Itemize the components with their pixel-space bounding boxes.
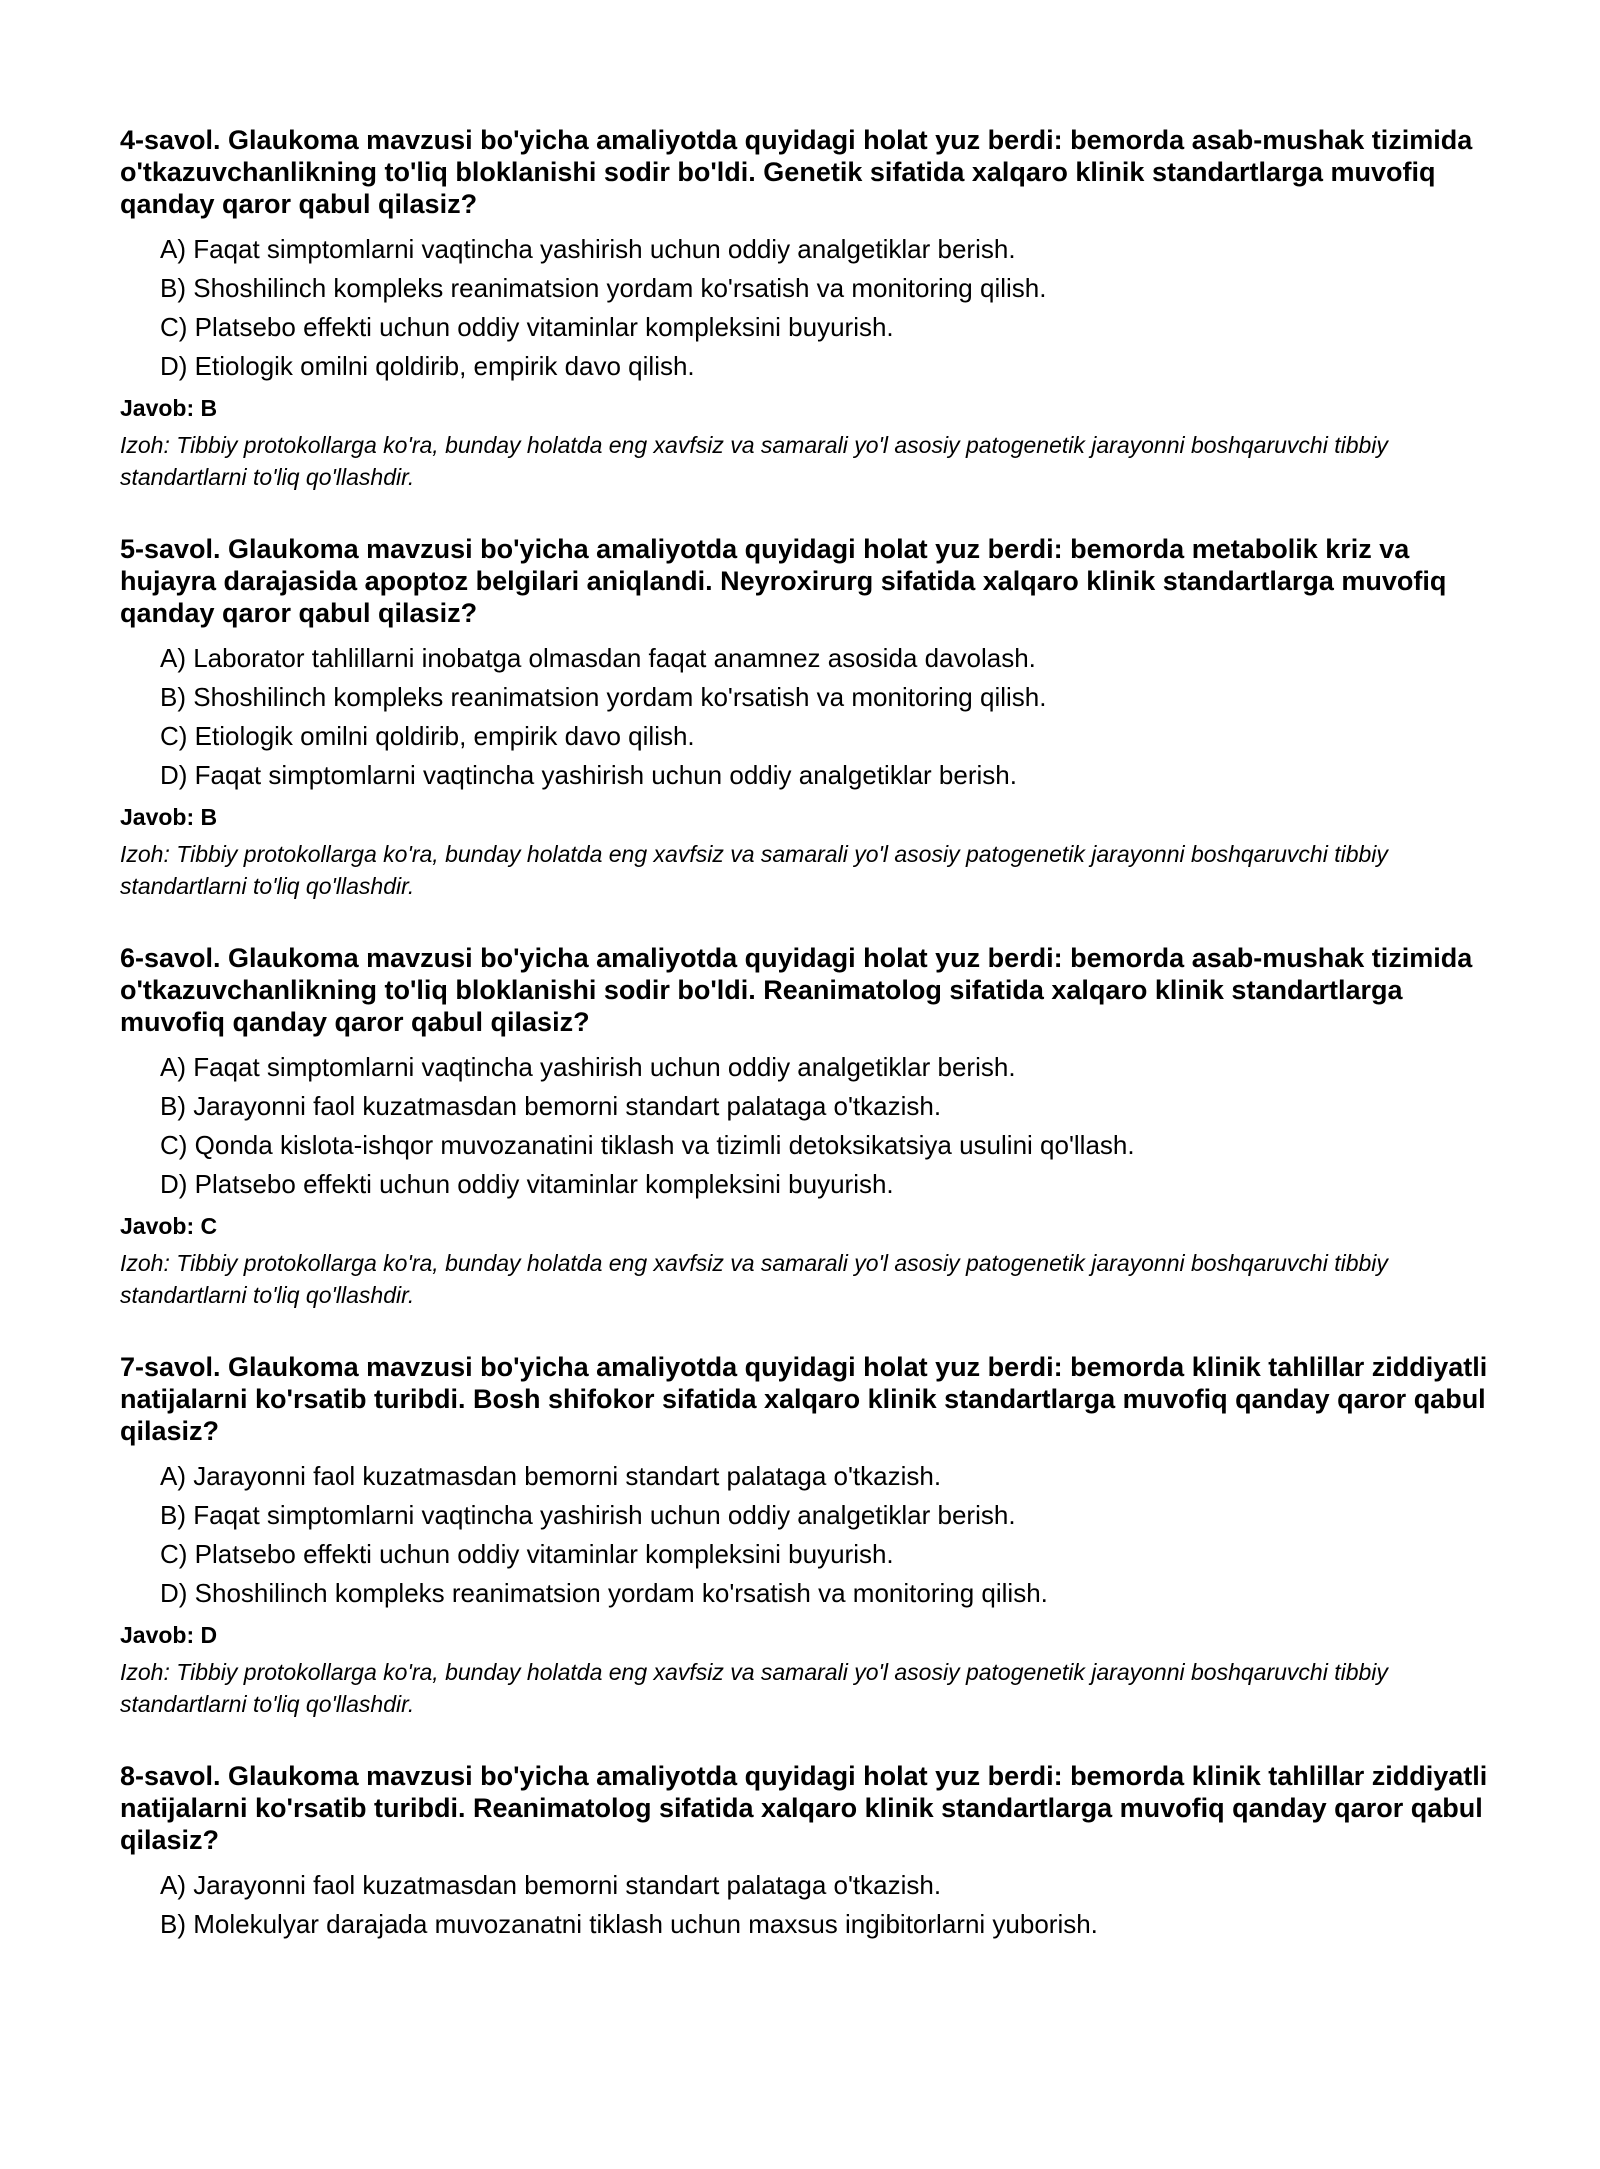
answer-label: Javob: B bbox=[120, 804, 218, 830]
options-list bbox=[120, 1048, 1490, 1204]
option-c: C) Platsebo effekti uchun oddiy vitaminlar kompleksini buyurish. bbox=[160, 312, 894, 342]
option-a: A) Laborator tahlillarni inobatga olmasdan faqat anamnez asosida davolash. bbox=[160, 643, 1036, 673]
option-b: B) Shoshilinch kompleks reanimatsion yordam ko'rsatish va monitoring qilish. bbox=[160, 682, 1047, 712]
explanation-note: Izoh: Tibbiy protokollarga ko'ra, bunday holatda eng xavfsiz va samarali yo'l asosiy patogenetik jarayonni boshqaruvchi tibbiy standartlarni to'liq qo'llashdir. bbox=[120, 841, 1388, 899]
option-c: C) Qonda kislota-ishqor muvozanatini tiklash va tizimli detoksikatsiya usulini qo'llash. bbox=[160, 1130, 1135, 1160]
options-list bbox=[120, 230, 1490, 386]
question-title: 7-savol. Glaukoma mavzusi bo'yicha amaliyotda quyidagi holat yuz berdi: bemorda klinik tahlillar ziddiyatli natijalarni ko'rsatib turibdi. Bosh shifokor sifatida xalqaro klinik standartlarga muvofiq qanday qaror qabul qilasiz? bbox=[120, 1352, 1488, 1446]
answer-label: Javob: D bbox=[120, 1622, 218, 1648]
explanation-note: Izoh: Tibbiy protokollarga ko'ra, bunday holatda eng xavfsiz va samarali yo'l asosiy patogenetik jarayonni boshqaruvchi tibbiy standartlarni to'liq qo'llashdir. bbox=[120, 432, 1388, 490]
explanation-note: Izoh: Tibbiy protokollarga ko'ra, bunday holatda eng xavfsiz va samarali yo'l asosiy patogenetik jarayonni boshqaruvchi tibbiy standartlarni to'liq qo'llashdir. bbox=[120, 1659, 1388, 1717]
option-a: A) Jarayonni faol kuzatmasdan bemorni standart palataga o'tkazish. bbox=[160, 1461, 942, 1491]
option-b: B) Faqat simptomlarni vaqtincha yashirish uchun oddiy analgetiklar berish. bbox=[160, 1500, 1016, 1530]
document-page bbox=[120, 124, 1490, 2169]
option-b: B) Molekulyar darajada muvozanatni tiklash uchun maxsus ingibitorlarni yuborish. bbox=[160, 1909, 1098, 1939]
option-b: B) Jarayonni faol kuzatmasdan bemorni standart palataga o'tkazish. bbox=[160, 1091, 942, 1121]
question-title: 4-savol. Glaukoma mavzusi bo'yicha amaliyotda quyidagi holat yuz berdi: bemorda asab-mushak tizimida o'tkazuvchanlikning to'liq bloklanishi sodir bo'ldi. Genetik sifatida xalqaro klinik standartlarga muvofiq qanday qaror qabul qilasiz? bbox=[120, 125, 1473, 219]
option-a: A) Jarayonni faol kuzatmasdan bemorni standart palataga o'tkazish. bbox=[160, 1870, 942, 1900]
options-list bbox=[120, 1457, 1490, 1613]
option-b: B) Shoshilinch kompleks reanimatsion yordam ko'rsatish va monitoring qilish. bbox=[160, 273, 1047, 303]
option-a: A) Faqat simptomlarni vaqtincha yashirish uchun oddiy analgetiklar berish. bbox=[160, 1052, 1016, 1082]
question-title: 5-savol. Glaukoma mavzusi bo'yicha amaliyotda quyidagi holat yuz berdi: bemorda metabolik kriz va hujayra darajasida apoptoz belgilari aniqlandi. Neyroxirurg sifatida xalqaro klinik standartlarga muvofiq qanday qaror qabul qilasiz? bbox=[120, 534, 1447, 628]
option-d: D) Shoshilinch kompleks reanimatsion yordam ko'rsatish va monitoring qilish. bbox=[160, 1578, 1048, 1608]
options-list bbox=[120, 639, 1490, 795]
options-list bbox=[120, 1866, 1490, 1944]
answer-label: Javob: C bbox=[120, 1213, 218, 1239]
answer-label: Javob: B bbox=[120, 395, 218, 421]
question-block bbox=[120, 942, 1490, 1351]
option-d: D) Faqat simptomlarni vaqtincha yashirish uchun oddiy analgetiklar berish. bbox=[160, 760, 1017, 790]
question-block bbox=[120, 1351, 1490, 1760]
question-title: 8-savol. Glaukoma mavzusi bo'yicha amaliyotda quyidagi holat yuz berdi: bemorda klinik tahlillar ziddiyatli natijalarni ko'rsatib turibdi. Reanimatolog sifatida xalqaro klinik standartlarga muvofiq qanday qaror qabul qilasiz? bbox=[120, 1761, 1488, 1855]
option-c: C) Platsebo effekti uchun oddiy vitaminlar kompleksini buyurish. bbox=[160, 1539, 894, 1569]
question-title: 6-savol. Glaukoma mavzusi bo'yicha amaliyotda quyidagi holat yuz berdi: bemorda asab-mushak tizimida o'tkazuvchanlikning to'liq bloklanishi sodir bo'ldi. Reanimatolog sifatida xalqaro klinik standartlarga muvofiq qanday qaror qabul qilasiz? bbox=[120, 943, 1473, 1037]
question-block bbox=[120, 1760, 1490, 2169]
question-block bbox=[120, 124, 1490, 533]
option-d: D) Etiologik omilni qoldirib, empirik davo qilish. bbox=[160, 351, 695, 381]
question-block bbox=[120, 533, 1490, 942]
option-c: C) Etiologik omilni qoldirib, empirik davo qilish. bbox=[160, 721, 695, 751]
option-d: D) Platsebo effekti uchun oddiy vitaminlar kompleksini buyurish. bbox=[160, 1169, 894, 1199]
option-a: A) Faqat simptomlarni vaqtincha yashirish uchun oddiy analgetiklar berish. bbox=[160, 234, 1016, 264]
explanation-note: Izoh: Tibbiy protokollarga ko'ra, bunday holatda eng xavfsiz va samarali yo'l asosiy patogenetik jarayonni boshqaruvchi tibbiy standartlarni to'liq qo'llashdir. bbox=[120, 1250, 1388, 1308]
